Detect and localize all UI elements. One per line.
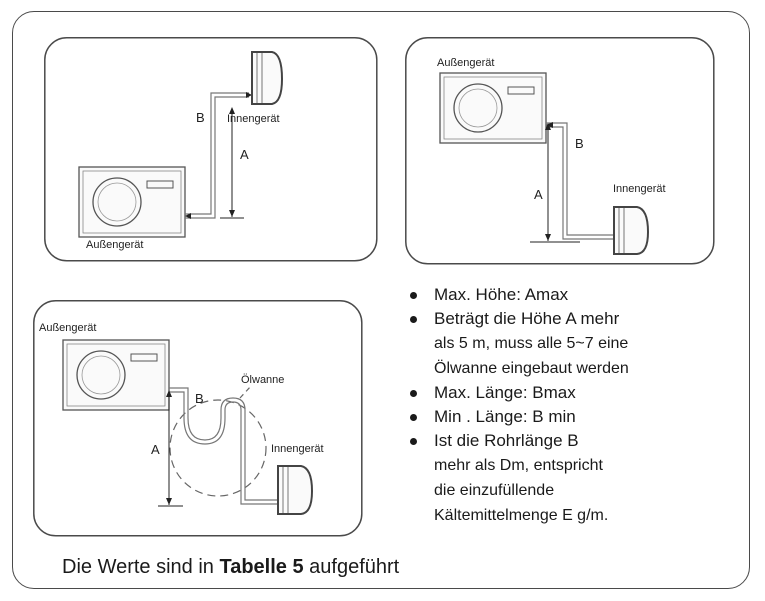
height-label: A (240, 147, 249, 162)
length-label: B (196, 110, 205, 125)
oil-trap-label: Ölwanne (241, 374, 285, 386)
table-reference: Tabelle 5 (219, 556, 304, 578)
footer-text-after: aufgeführt (303, 556, 400, 578)
outdoor-unit-drawing (63, 340, 169, 410)
dimension-a-line (220, 110, 244, 218)
footer-text-before: Die Werte sind in (62, 556, 220, 578)
note-height-over-5m-line2: als 5 m, muss alle 5~7 eine (434, 335, 629, 352)
table-reference-footer (62, 556, 399, 579)
indoor-unit-drawing (278, 466, 312, 514)
note-pipe-length-line4: Kältemittelmenge E g/m. (434, 507, 609, 524)
panel-indoor-below-drawing (405, 37, 715, 265)
outdoor-unit-label: Außengerät (86, 239, 144, 251)
indoor-unit-label: Innengerät (227, 113, 280, 125)
panel-indoor-below (405, 37, 715, 265)
height-label: A (534, 187, 543, 202)
outdoor-unit-label: Außengerät (437, 57, 495, 69)
indoor-unit-label: Innengerät (271, 443, 324, 455)
note-pipe-length-line3: die einzufüllende (434, 482, 555, 499)
outdoor-unit-drawing (79, 167, 185, 237)
panel-indoor-above (44, 37, 378, 262)
installation-notes (406, 284, 746, 529)
length-label: B (575, 136, 584, 151)
note-max-length: Max. Länge: Bmax (406, 382, 746, 404)
note-max-height: Max. Höhe: Amax (406, 284, 746, 306)
panel-indoor-above-drawing (44, 37, 378, 262)
note-min-length: Min . Länge: B min (406, 406, 746, 428)
panel-oil-trap-drawing (33, 300, 363, 537)
indoor-unit-label: Innengerät (613, 183, 666, 195)
height-label: A (151, 442, 160, 457)
length-label: B (195, 391, 204, 406)
indoor-unit-drawing (614, 207, 648, 254)
outdoor-unit-drawing (440, 73, 546, 143)
refrigerant-pipe (169, 388, 278, 504)
outdoor-unit-label: Außengerät (39, 322, 97, 334)
panel-oil-trap (33, 300, 363, 537)
note-height-over-5m: Beträgt die Höhe A mehr (406, 308, 746, 330)
indoor-unit-drawing (252, 52, 282, 104)
note-pipe-length: Ist die Rohrlänge B (406, 430, 746, 452)
note-height-over-5m-line3: Ölwanne eingebaut werden (434, 360, 629, 377)
note-pipe-length-line2: mehr als Dm, entspricht (434, 457, 603, 474)
